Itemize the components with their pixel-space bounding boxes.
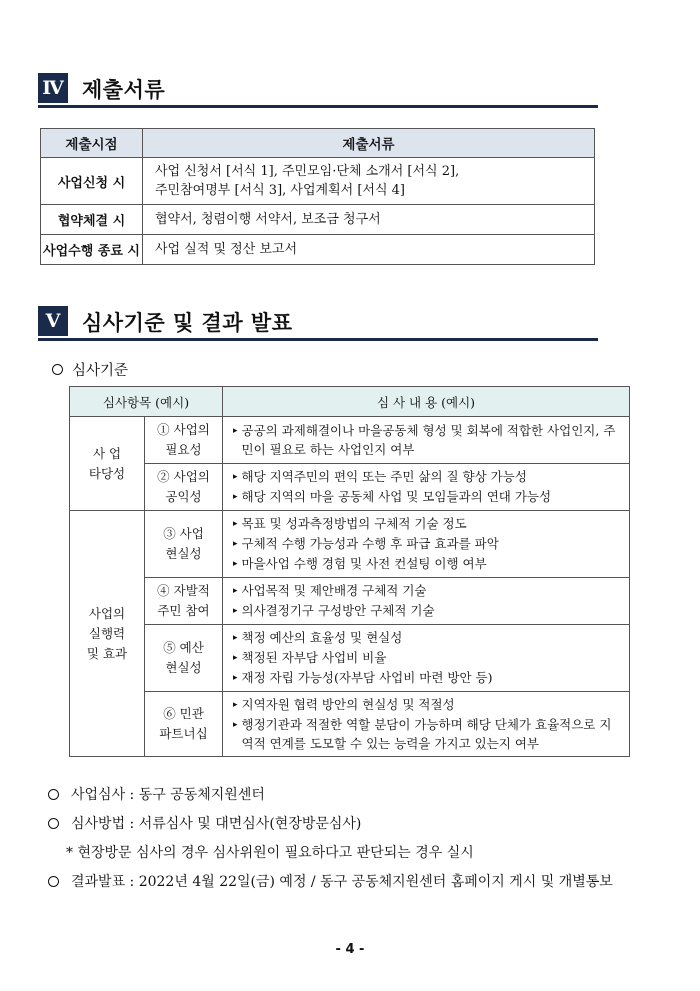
criteria-item <box>145 417 223 464</box>
group-line: 타당성 <box>88 465 126 481</box>
circle-bullet-icon <box>52 364 63 375</box>
bullet-point <box>233 421 621 459</box>
document-line: 협약서, 청렴이행 서약서, 보조금 청구서 <box>155 212 381 227</box>
triangle-bullet-icon: ▸ <box>233 700 238 710</box>
criteria-item <box>145 625 223 692</box>
item-line: ① 사업의 <box>157 422 210 437</box>
bullet-point <box>233 601 621 621</box>
criteria-content <box>223 692 630 757</box>
bullet-point <box>233 467 621 487</box>
item-line: ② 사업의 <box>157 469 210 484</box>
criteria-group <box>70 417 145 511</box>
triangle-bullet-icon: ▸ <box>233 539 238 549</box>
criteria-content <box>223 464 630 511</box>
table-row <box>70 625 630 692</box>
document-line: 사업 실적 및 정산 보고서 <box>155 242 298 257</box>
bullet-point <box>233 581 621 601</box>
bullet-point <box>233 487 621 507</box>
criteria-content <box>223 578 630 625</box>
item-line: 파트너십 <box>159 726 208 741</box>
criteria-item <box>145 578 223 625</box>
triangle-bullet-icon: ▸ <box>233 633 238 643</box>
criteria-item <box>145 511 223 578</box>
heading-underline <box>38 105 598 108</box>
table-row <box>41 205 595 235</box>
bullet-point <box>233 668 621 688</box>
triangle-bullet-icon: ▸ <box>233 720 238 730</box>
documents-cell <box>143 235 595 265</box>
column-header: 제출시점 <box>41 129 143 158</box>
documents-cell <box>143 158 595 205</box>
triangle-bullet-icon: ▸ <box>233 586 238 596</box>
bullet-point <box>233 715 621 753</box>
criteria-item <box>145 692 223 757</box>
triangle-bullet-icon: ▸ <box>233 673 238 683</box>
criteria-table <box>69 386 630 757</box>
bullet-text: 사업목적 및 제안배경 구체적 기술 <box>241 583 427 598</box>
circle-bullet-icon <box>48 789 59 800</box>
triangle-bullet-icon: ▸ <box>233 426 238 436</box>
column-header: 심사항목 (예시) <box>70 387 223 417</box>
bullet-text: 책정 예산의 효율성 및 현실성 <box>241 630 403 645</box>
stage-label: 사업신청 시 <box>41 158 143 205</box>
item-line: 현실성 <box>165 660 202 675</box>
table-row <box>41 158 595 205</box>
bullet-text: 재정 자립 가능성(자부담 사업비 마련 방안 등) <box>241 670 493 685</box>
item-line: ⑥ 민관 <box>163 706 204 721</box>
item-line: ⑤ 예산 <box>163 640 204 655</box>
group-line: 사업의 <box>88 605 126 621</box>
review-organization-note <box>48 784 265 804</box>
criteria-content <box>223 511 630 578</box>
table-row <box>70 464 630 511</box>
documents-table <box>40 128 595 265</box>
item-line: 주민 참여 <box>157 603 210 618</box>
review-method-note <box>48 813 361 833</box>
section-number: Ⅴ <box>38 306 68 336</box>
bullet-text: 공공의 과제해결이나 마을공동체 형성 및 회복에 적합한 사업인지, 주민이 필요로 하는 사업인지 여부 <box>241 423 616 457</box>
section-4-heading <box>38 70 598 110</box>
circle-bullet-icon <box>48 818 59 829</box>
column-header: 제출서류 <box>143 129 595 158</box>
bullet-text: 구체적 수행 가능성과 수행 후 파급 효과를 파악 <box>241 536 499 551</box>
bullet-text: 책정된 자부담 사업비 비율 <box>241 650 387 665</box>
bullet-point <box>233 514 621 534</box>
table-header-row <box>70 387 630 417</box>
triangle-bullet-icon: ▸ <box>233 519 238 529</box>
announcement-note <box>48 871 613 891</box>
bullet-point <box>233 534 621 554</box>
item-line: ③ 사업 <box>163 526 204 541</box>
bullet-text: 지역자원 협력 방안의 현실성 및 적절성 <box>241 697 455 712</box>
triangle-bullet-icon: ▸ <box>233 472 238 482</box>
table-row <box>70 417 630 464</box>
bullet-text: 해당 지역의 마을 공동체 사업 및 모임들과의 연대 가능성 <box>241 489 552 504</box>
note-text: * 현장방문 심사의 경우 심사위원이 필요하다고 판단되는 경우 실시 <box>66 845 474 861</box>
criteria-content <box>223 417 630 464</box>
table-header-row <box>41 129 595 158</box>
heading-underline <box>38 338 598 341</box>
triangle-bullet-icon: ▸ <box>233 492 238 502</box>
page-number: - 4 - <box>335 942 365 957</box>
criteria-group <box>70 511 145 757</box>
table-row <box>70 511 630 578</box>
note-text: 심사방법 : 서류심사 및 대면심사(현장방문심사) <box>71 816 362 832</box>
bullet-text: 마을사업 수행 경험 및 사전 컨설팅 이행 여부 <box>241 556 487 571</box>
criteria-heading-text: 심사기준 <box>72 363 129 379</box>
criteria-subheading <box>52 359 128 380</box>
table-row <box>70 578 630 625</box>
group-line: 실행력 <box>88 625 126 641</box>
bullet-text: 행정기관과 적절한 역할 분담이 가능하며 해당 단체가 효율적으로 지역적 연계를 도모할 수 있는 능력을 가지고 있는지 여부 <box>241 717 612 751</box>
document-line: 주민참여명부 [서식 3], 사업계획서 [서식 4] <box>155 183 405 198</box>
bullet-point <box>233 695 621 715</box>
stage-label: 협약체결 시 <box>41 205 143 235</box>
stage-label: 사업수행 종료 시 <box>41 235 143 265</box>
bullet-text: 의사결정기구 구성방안 구체적 기술 <box>241 603 435 618</box>
criteria-item <box>145 464 223 511</box>
table-row <box>70 692 630 757</box>
criteria-content <box>223 625 630 692</box>
section-title: 제출서류 <box>82 78 166 102</box>
note-text: 결과발표 : 2022년 4월 22일(금) 예정 / 동구 공동체지원센터 홈페이지 게시 및 개별통보 <box>71 874 613 890</box>
item-line: ④ 자발적 <box>157 583 210 598</box>
group-line: 및 효과 <box>86 645 128 661</box>
item-line: 현실성 <box>165 546 202 561</box>
triangle-bullet-icon: ▸ <box>233 606 238 616</box>
note-text: 사업심사 : 동구 공동체지원센터 <box>71 787 265 803</box>
item-line: 필요성 <box>165 442 202 457</box>
bullet-text: 해당 지역주민의 편익 또는 주민 삶의 질 향상 가능성 <box>241 469 527 484</box>
item-line: 공익성 <box>165 489 202 504</box>
bullet-point <box>233 648 621 668</box>
document-line: 사업 신청서 [서식 1], 주민모임·단체 소개서 [서식 2], <box>155 164 460 179</box>
circle-bullet-icon <box>48 876 59 887</box>
method-footnote <box>66 842 474 862</box>
section-number: Ⅳ <box>38 73 68 103</box>
bullet-point <box>233 554 621 574</box>
section-5-heading <box>38 303 598 343</box>
column-header: 심 사 내 용 (예시) <box>223 387 630 417</box>
bullet-point <box>233 628 621 648</box>
group-line: 사 업 <box>92 445 122 461</box>
section-title: 심사기준 및 결과 발표 <box>82 311 293 335</box>
documents-cell <box>143 205 595 235</box>
triangle-bullet-icon: ▸ <box>233 559 238 569</box>
triangle-bullet-icon: ▸ <box>233 653 238 663</box>
table-row <box>41 235 595 265</box>
bullet-text: 목표 및 성과측정방법의 구체적 기술 정도 <box>241 516 467 531</box>
